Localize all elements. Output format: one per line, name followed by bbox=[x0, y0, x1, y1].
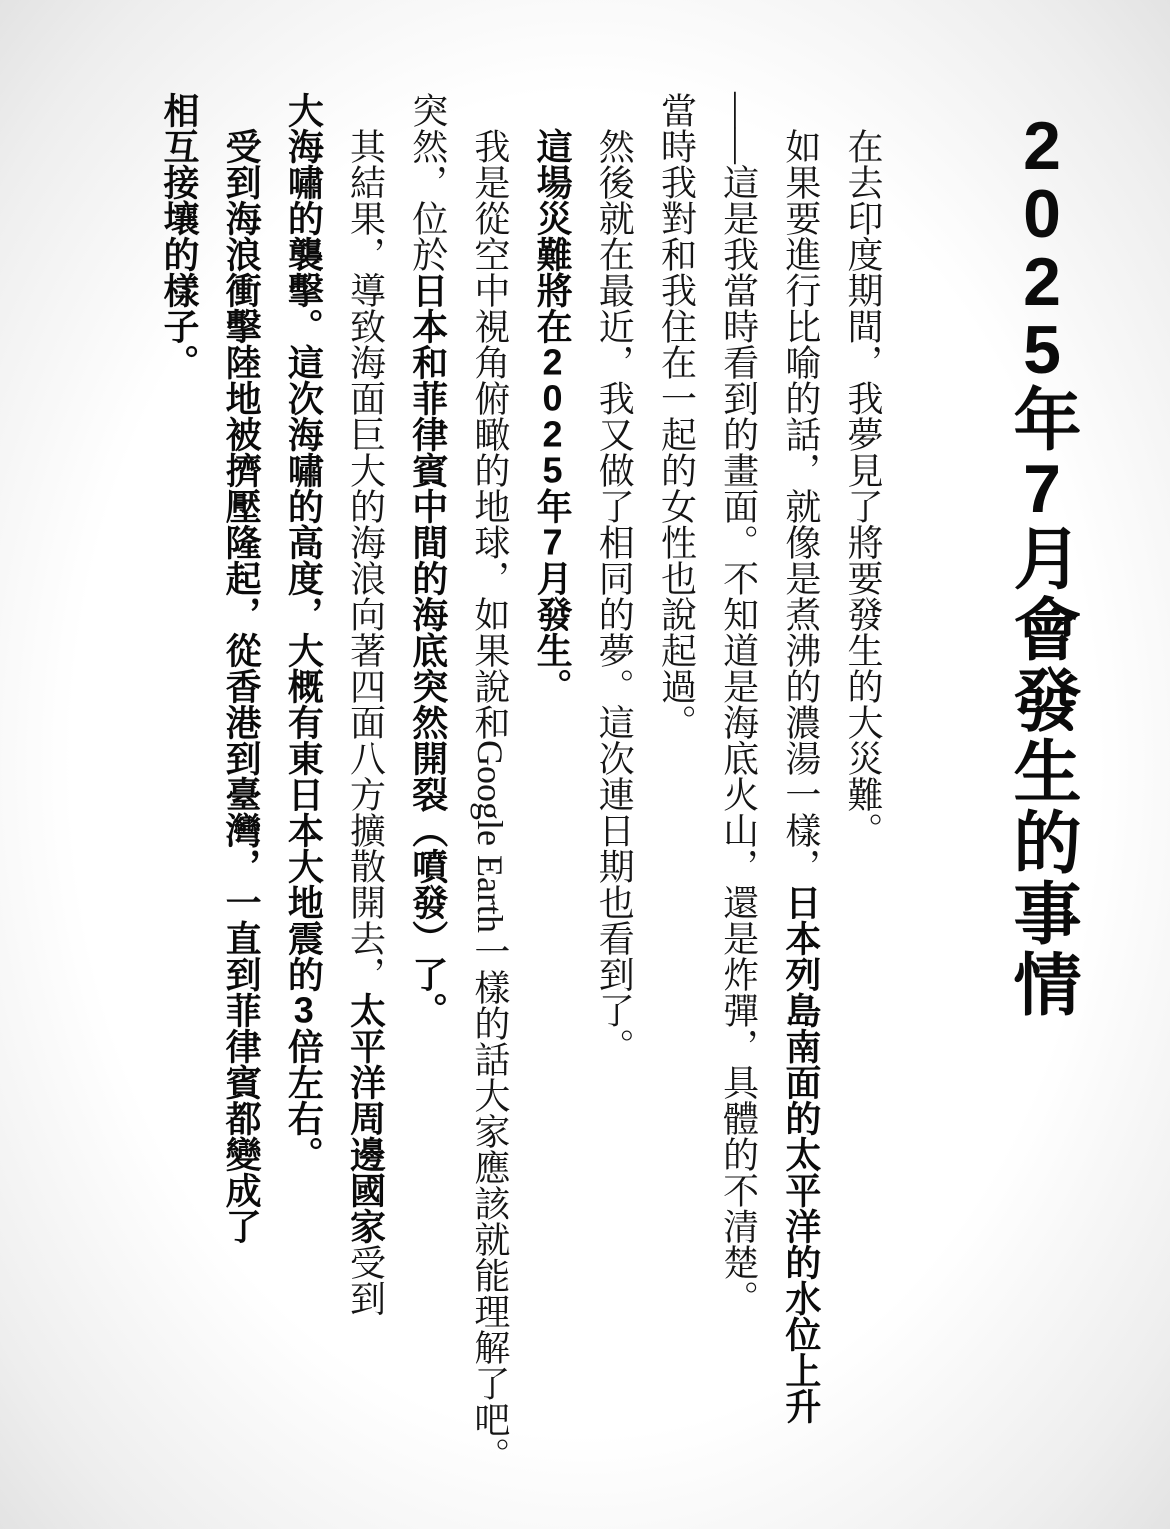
page-title bbox=[997, 112, 1087, 1112]
text-column-10 bbox=[272, 92, 334, 1512]
text-column-6 bbox=[521, 92, 583, 1512]
bold-text-run: 大海嘯的襲擊。這次海嘯的高度，大概有東日本大地震的3倍左右。 bbox=[283, 92, 325, 1172]
text-column-3 bbox=[707, 92, 769, 1512]
bold-text-run: 日本和菲律賓中間的海底突然開裂（噴發）了。 bbox=[407, 272, 449, 1028]
page-title-text: 2025年7月會發生的事情 bbox=[1004, 112, 1080, 1020]
bold-text-run: 太平洋周邊國家 bbox=[345, 992, 387, 1244]
body-text bbox=[147, 92, 894, 1512]
bold-text-run: 日本列島南面的太平洋的水位上升 bbox=[780, 884, 822, 1424]
text-column-4 bbox=[645, 92, 707, 1512]
text-column-2 bbox=[770, 92, 832, 1512]
text-run: ——這是我當時看到的畫面。不知道是海底火山，還是炸彈，具體的不清楚。 bbox=[718, 92, 759, 1316]
text-column-5 bbox=[583, 92, 645, 1512]
text-column-9 bbox=[334, 92, 396, 1512]
bold-text-run: 相互接壤的樣子。 bbox=[158, 92, 200, 380]
text-run: 受到 bbox=[345, 1244, 386, 1316]
text-column-1 bbox=[832, 92, 894, 1512]
text-run: 在去印度期間，我夢見了將要發生的大災難。 bbox=[843, 128, 883, 848]
text-run: 當時我對和我住在一起的女性也說起過。 bbox=[656, 92, 697, 740]
text-run: 如果要進行比喻的話，就像是煮沸的濃湯一樣， bbox=[780, 128, 821, 884]
text-column-11 bbox=[210, 92, 272, 1512]
text-column-12 bbox=[148, 92, 210, 1512]
text-run: 然後就在最近，我又做了相同的夢。這次連日期也看到了。 bbox=[594, 128, 635, 1064]
bold-text-run: 這場災難將在2025年7月發生。 bbox=[532, 128, 574, 704]
text-run: 其結果，導致海面巨大的海浪向著四面八方擴散開去， bbox=[345, 128, 386, 992]
text-column-8 bbox=[397, 92, 459, 1512]
text-run: 我是從空中視角俯瞰的地球，如果說和Google Earth一樣的話大家應該就能理解了吧。 bbox=[469, 128, 510, 1473]
text-column-7 bbox=[459, 92, 521, 1512]
bold-text-run: 受到海浪衝擊陸地被擠壓隆起，從香港到臺灣，一直到菲律賓都變成了 bbox=[221, 128, 263, 1244]
text-run: 突然，位於 bbox=[407, 92, 448, 272]
